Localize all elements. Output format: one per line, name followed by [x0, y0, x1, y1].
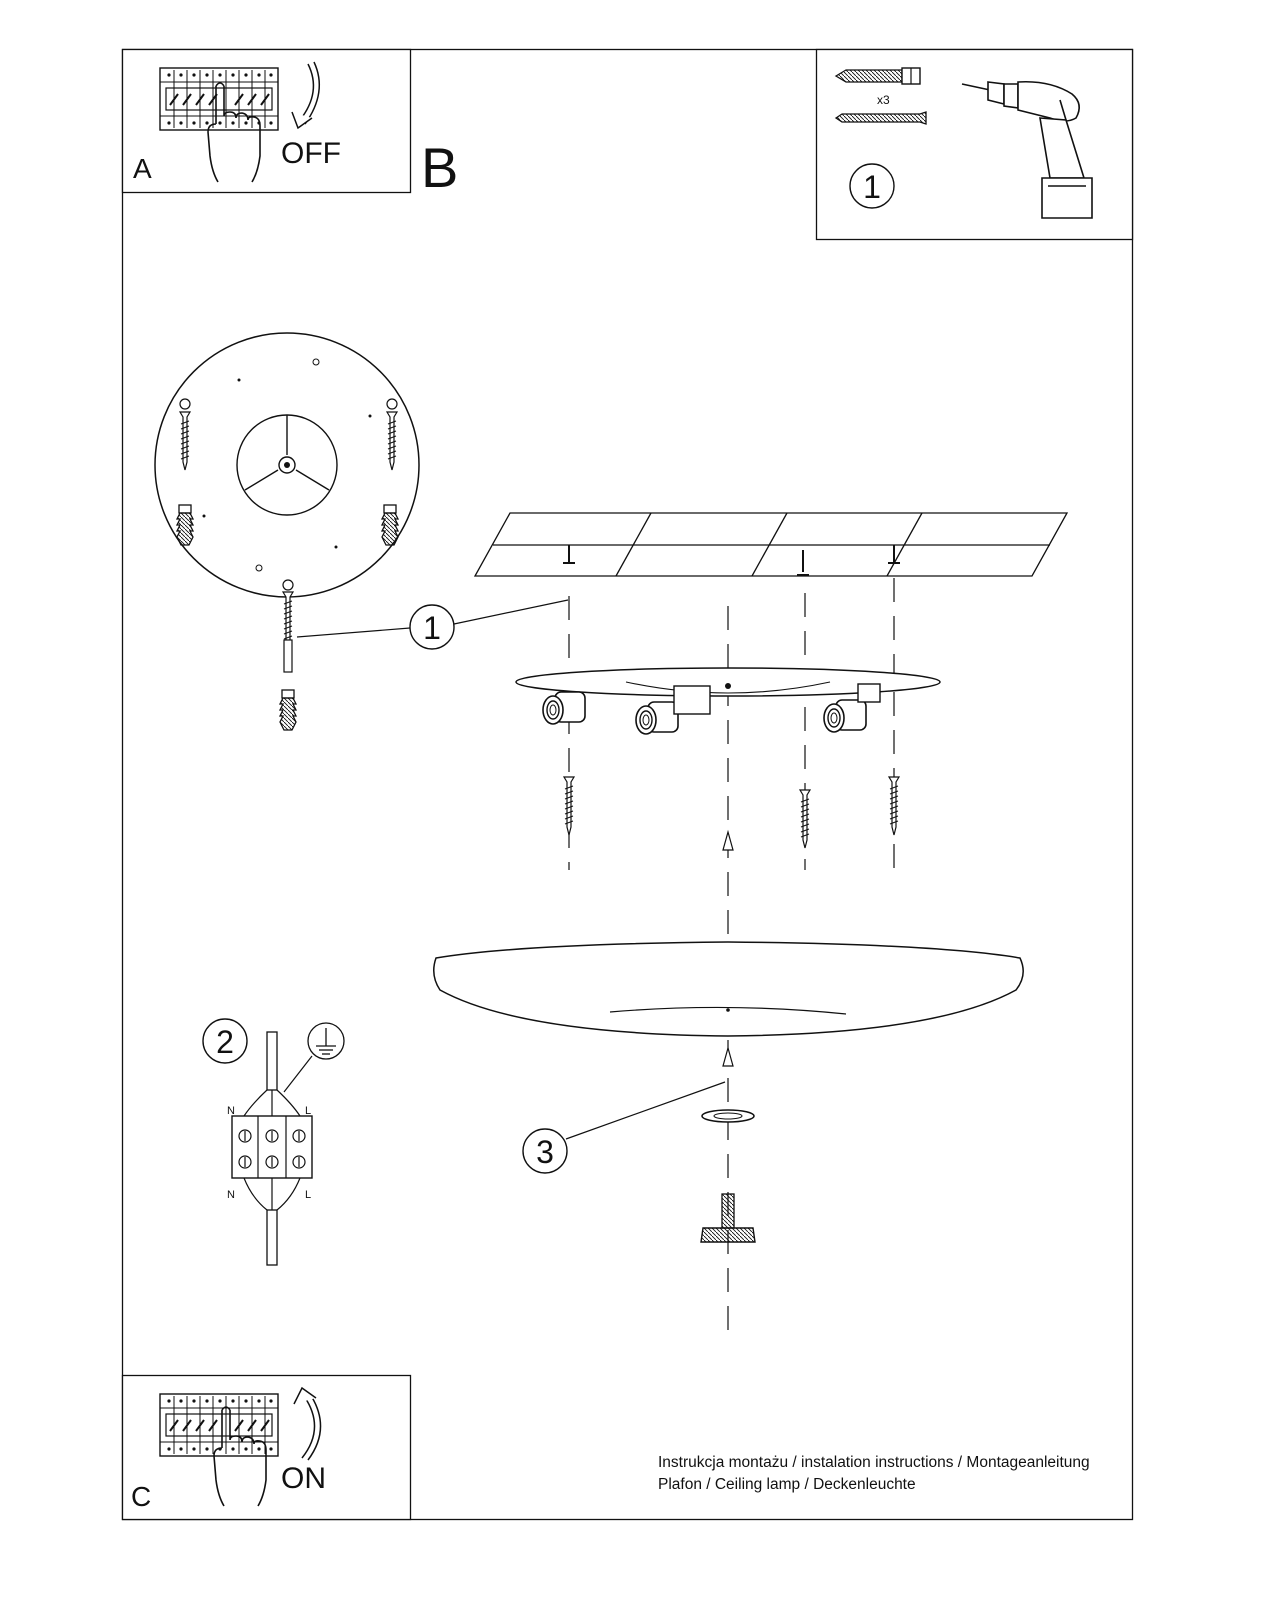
- wiring-diagram: [203, 1019, 344, 1265]
- wiring-step-number: 2: [216, 1024, 234, 1060]
- live-label-top: L: [305, 1105, 312, 1117]
- wall-plug-icon: [836, 68, 920, 84]
- spotlight-head: [824, 700, 866, 732]
- svg-text:1: 1: [423, 610, 441, 646]
- screw-icon: [889, 777, 899, 835]
- earth-ground-icon: [308, 1023, 344, 1059]
- spotlight-head: [636, 702, 678, 734]
- neutral-label-top: N: [227, 1105, 235, 1117]
- arrow-icon: [723, 832, 733, 850]
- wall-plug-icon: [280, 686, 312, 730]
- panel-a: [123, 50, 411, 193]
- tools-panel: [817, 50, 1133, 240]
- tools-step-number: 1: [863, 169, 881, 205]
- panel-c: [123, 1376, 411, 1520]
- footer-caption: [658, 1452, 1090, 1496]
- footer-line-2: Plafon / Ceiling lamp / Deckenleuchte: [658, 1476, 916, 1493]
- screw-icon: [800, 790, 810, 848]
- arrow-icon: [723, 1048, 733, 1066]
- live-label-bottom: L: [305, 1189, 312, 1201]
- on-label: ON: [281, 1462, 326, 1495]
- neutral-label-bottom: N: [227, 1189, 235, 1201]
- ceiling: [475, 513, 1067, 576]
- breaker-panel-icon: [160, 68, 278, 130]
- quantity-label: x3: [877, 93, 890, 107]
- lamp-shade: [434, 942, 1023, 1036]
- panel-b-letter: B: [421, 136, 459, 199]
- spotlight-head: [543, 692, 585, 724]
- breaker-panel-icon: [160, 1394, 278, 1456]
- screw-icon: [564, 777, 574, 835]
- callout-3: [523, 1082, 725, 1173]
- mounting-plate: [155, 333, 419, 730]
- off-label: OFF: [281, 137, 341, 170]
- outer-frame: [123, 50, 1133, 1520]
- screw-icon: [836, 112, 926, 124]
- panel-a-letter: A: [133, 153, 152, 184]
- callout-1: [410, 600, 568, 649]
- washer: [702, 1110, 754, 1122]
- svg-text:3: 3: [536, 1134, 554, 1170]
- footer-line-1: Instrukcja montażu / instalation instructions / Montageanleitung: [658, 1454, 1090, 1471]
- fixing-knob: [701, 1194, 755, 1242]
- panel-c-letter: C: [131, 1481, 152, 1512]
